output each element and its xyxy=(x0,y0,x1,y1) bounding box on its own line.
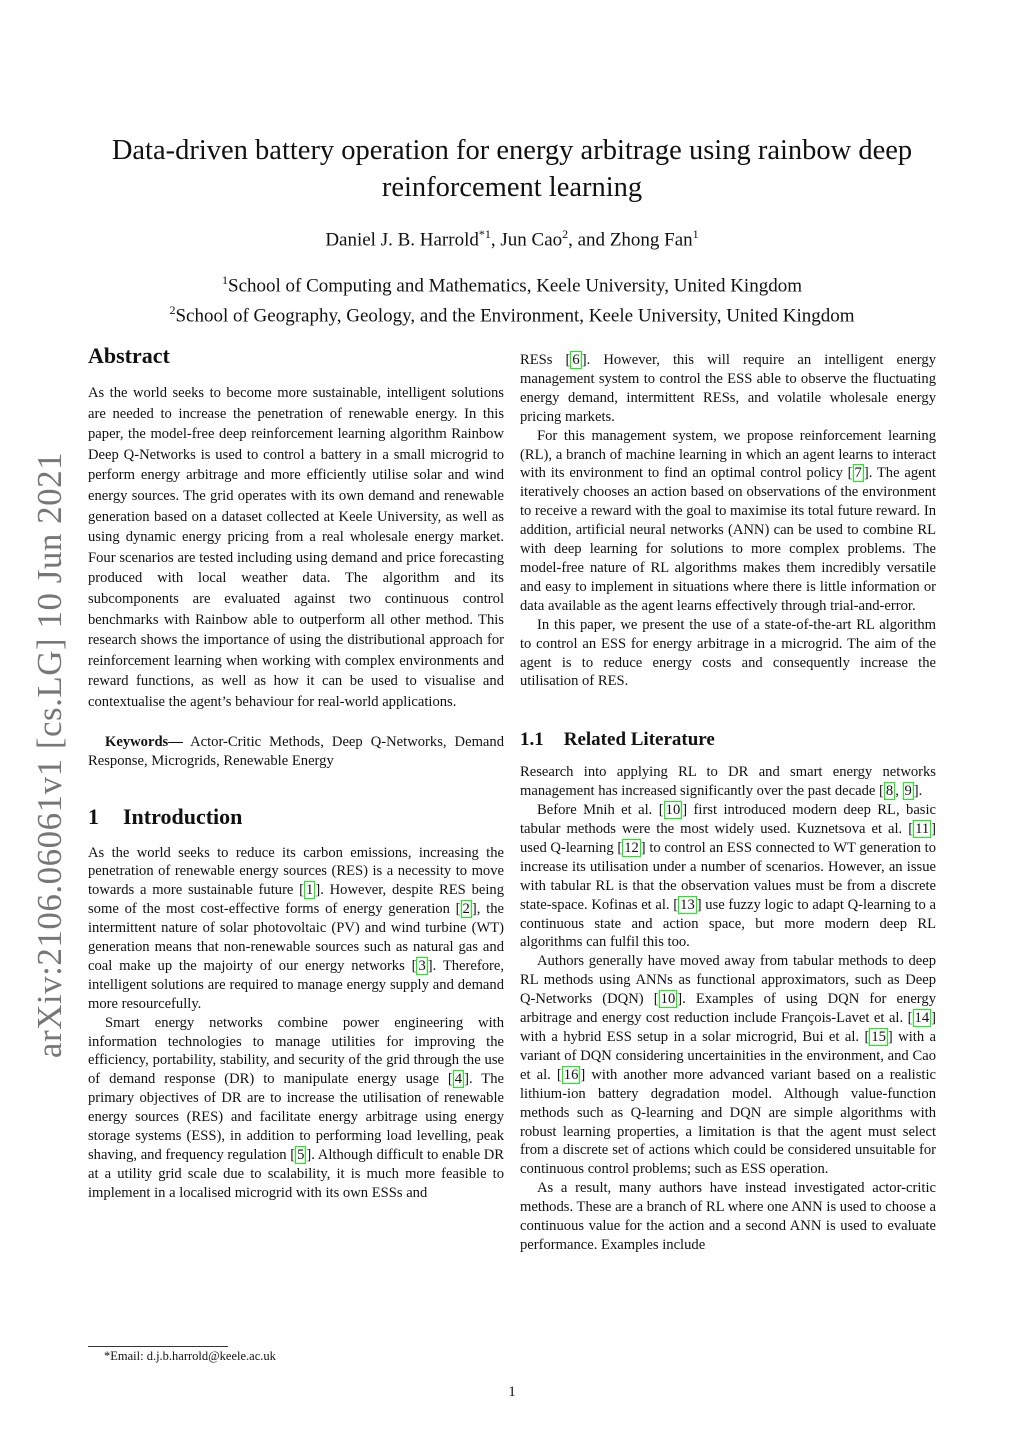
citation-link[interactable]: 8 xyxy=(885,783,894,800)
affiliation xyxy=(0,298,1024,328)
introduction-body xyxy=(88,844,504,1235)
paragraph: Authors generally have moved away from tabular methods to deep RL methods using ANNs as functional approximators, such as Deep Q-Networks (DQN) [ 10 ]. Examples of using DQN for energy arbitrage and energy cost reduction include François-Lavet et al. [ 14 ] with a hybrid ESS setup in a solar microgrid, Bui et al. [ 15 ] with a variant of DQN considering uncertainities in the environment, and Cao et al. [ 16 ] with another more advanced variant based on a realistic lithium-ion battery degradation model. Although value-function methods such as Q-learning and DQN are simple algorithms with robust learning properties, a limitation is that the agent must select from a discrete set of actions which could be considered unsuitable for continuous control problems; such as ESS operation. xyxy=(520,953,936,1178)
citation-link[interactable]: 10 xyxy=(665,802,681,819)
separator: , xyxy=(490,229,501,251)
abstract-heading: Abstract xyxy=(88,343,170,368)
affiliation xyxy=(0,268,1024,298)
section-heading-related-literature xyxy=(520,729,936,751)
keywords-text: Actor-Critic Methods, Deep Q-Networks, Demand Response, Microgrids, Renewable Energy xyxy=(88,733,504,769)
citation-link[interactable]: 12 xyxy=(624,839,639,856)
author-name: Jun Cao xyxy=(500,229,563,251)
section-number: 1.1 xyxy=(520,729,544,751)
author-name: Zhong Fan xyxy=(609,229,693,251)
citation-link[interactable]: 4 xyxy=(454,1071,463,1088)
section-heading-introduction xyxy=(88,804,504,830)
footnote-rule xyxy=(88,1346,228,1347)
paragraph: RESs [ 6 ]. However, this will require an intelligent energy management system to control the ESS able to observe the fluctuating energy demand, intermittent RESs, and volatile wholesale energy pricing markets. xyxy=(520,352,936,425)
separator: , and xyxy=(568,229,610,251)
author-mark: 2 xyxy=(562,227,569,241)
left-column xyxy=(88,343,504,1235)
paragraph: For this management system, we propose reinforcement learning (RL), a branch of machine learning in which an agent learns to interact with its environment to find an optimal control policy [ 7 ]. The agent iteratively chooses an action based on observations of the environment to receive a reward with the goal to maximise its total future reward. In addition, artificial neural networks (ANN) can be used to combine RL with deep learning for solutions to more complex problems. The model-free nature of RL algorithms makes them incredibly versatile and easy to implement in situations where there is little information or data available as the agent learns effectively through trial-and-error. xyxy=(520,427,936,614)
citation-link[interactable]: 6 xyxy=(572,352,580,368)
author-mark: 1 xyxy=(692,227,699,241)
affiliation-text: School of Computing and Mathematics, Keele University, United Kingdom xyxy=(228,275,802,297)
paragraph: In this paper, we present the use of a state-of-the-art RL algorithm to control an ESS for energy arbitrage in a microgrid. The aim of the agent is to reduce energy costs and consequently increase the utilisation of RES. xyxy=(520,616,936,690)
citation-link[interactable]: 5 xyxy=(297,1147,305,1163)
paragraph: As the world seeks to reduce its carbon emissions, increasing the penetration of renewable energy sources (RES) is a necessity to move towards a more sustainable future [ 1 ]. However, despite RES being some of the most cost-effective forms of energy generation [ 2 ], the intermittent nature of solar photovoltaic (PV) and wind turbine (WT) generation means that non-renewable sources such as natural gas and coal make up the majoirty of our energy networks [ 3 ]. Therefore, intelligent solutions are required to manage energy supply and demand more resourcefully. xyxy=(88,844,504,1012)
paper-title: Data-driven battery operation for energy arbitrage using rainbow deep reinforcement learning xyxy=(111,135,913,203)
citation-link[interactable]: 16 xyxy=(563,1066,579,1083)
section-title: Introduction xyxy=(123,803,243,829)
abstract-text: As the world seeks to become more sustainable, intelligent solutions are needed to increase the penetration of renewable energy. In this paper, the model-free deep reinforcement learning algorithm Rainbow Deep Q-Networks is used to control a battery in a small microgrid to perform energy arbitrage and more efficiently utilise solar and wind energy sources. The grid operates with its own demand and renewable generation based on a dataset collected at Keele University, as well as using dynamic energy pricing from a real wholesale energy market. Four scenarios are tested including using demand and price forecasting produced with local weather data. The algorithm and its subcomponents are evaluated against two continuous control benchmarks with Rainbow able to outperform all other method. This research shows the importance of using the distributional approach for reinforcement learning when working with complex environments and reward functions, as well as how it can be used to visualise and contextualise the agent’s behaviour for real-world applications. xyxy=(88,385,504,710)
citation-link[interactable]: 3 xyxy=(418,957,426,974)
section-title: Related Literature xyxy=(563,729,715,751)
author-mark: *1 xyxy=(478,227,491,241)
affiliations xyxy=(0,268,1024,329)
citation-link[interactable]: 15 xyxy=(871,1029,886,1045)
footnote: *Email: d.j.b.harrold@keele.ac.uk xyxy=(104,1349,276,1363)
citation-link[interactable]: 11 xyxy=(915,821,930,838)
citation-link[interactable]: 14 xyxy=(914,1010,930,1027)
citation-link[interactable]: 2 xyxy=(462,901,470,918)
paragraph: Research into applying RL to DR and smart energy networks management has increased significantly over the past decade [ 8 , 9 ]. xyxy=(520,764,936,800)
arxiv-stamp: arXiv:2106.06061v1 [cs.LG] 10 Jun 2021 xyxy=(30,451,69,1059)
citation-link[interactable]: 9 xyxy=(904,783,912,800)
keywords xyxy=(88,733,504,772)
introduction-body-continued xyxy=(520,351,936,691)
author-list xyxy=(0,227,1024,251)
author-name: Daniel J. B. Harrold xyxy=(325,229,479,251)
section-number: 1 xyxy=(88,803,99,829)
right-column xyxy=(520,351,936,1255)
related-literature-body xyxy=(520,763,936,1255)
citation-link[interactable]: 10 xyxy=(660,991,676,1008)
citation-link[interactable]: 13 xyxy=(680,896,695,913)
keywords-label: Keywords— xyxy=(105,733,183,750)
citation-link[interactable]: 7 xyxy=(854,465,862,482)
paragraph: Smart energy networks combine power engineering with information technologies to manage utilities for improving the efficiency, portability, stability, and security of the grid through the use of demand response (DR) to manipulate energy usage [ 4 ]. The primary objectives of DR are to increase the utilisation of renewable energy sources (RES) and facilitate energy arbitrage using energy storage systems (ESS), in addition to performing load levelling, peak shaving, and frequency regulation [ 5 ]. Although difficult to enable DR at a utility grid scale due to scalability, it is much more feasible to implement in a localised microgrid with its own ESSs and xyxy=(88,1014,504,1201)
page-number: 1 xyxy=(508,1384,516,1400)
paragraph: Before Mnih et al. [ 10 ] first introduced modern deep RL, basic tabular methods were the most widely used. Kuznetsova et al. [ 11 ] used Q-learning [ 12 ] to control an ESS connected to WT generation to increase its utilisation under a number of scenarios. However, an issue with tabular RL is that the observation values must be from a discrete state-space. Kofinas et al. [ 13 ] use fuzzy logic to adapt Q-learning to a continuous state and action space, but more modern deep RL algorithms can fulfil this too. xyxy=(520,802,937,951)
affiliation-text: School of Geography, Geology, and the Environment, Keele University, United Kingdom xyxy=(175,305,855,327)
paragraph: As a result, many authors have instead investigated actor-critic methods. These are a branch of RL where one ANN is used to choose a continuous value for the action and a second ANN is used to evaluate performance. Examples include xyxy=(520,1180,936,1253)
affiliation-mark: 2 xyxy=(169,303,176,318)
affiliation-mark: 1 xyxy=(222,273,229,287)
citation-link[interactable]: 1 xyxy=(306,882,314,899)
